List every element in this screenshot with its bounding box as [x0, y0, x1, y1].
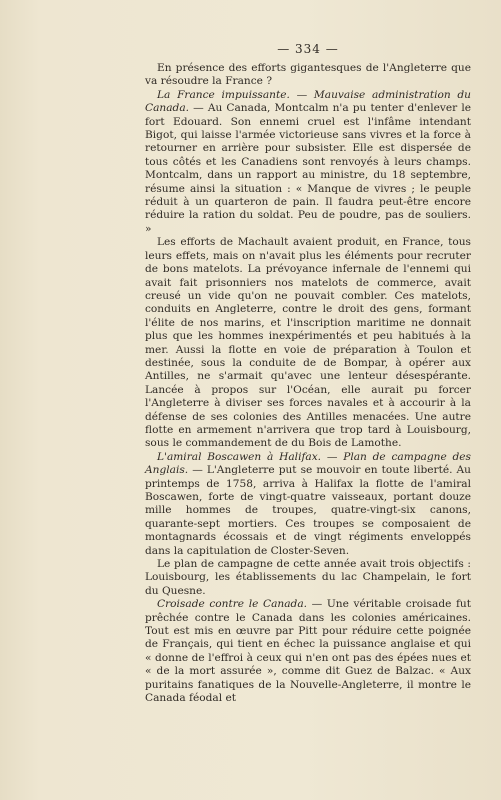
paragraph [145, 598, 471, 705]
paragraph-body: Les efforts de Machault avaient produit, en France, tous leurs effets, mais on n'avait plus les éléments pour recruter de bons matelots. La prévoyance infernale de l'ennemi qui avait fait prisonniers nos matelots de commerce, avait creusé un vide qu'on ne pouvait combler. Ces matelots, conduits en Angleterre, contre le droit des gens, formant l'élite de nos marins, et l'inscription maritime ne donnait plus que les hommes inexpérimentés et peu habitués à la mer. Aussi la flotte en voie de préparation à Toulon et destinée, sous la conduite de de Bompar, à opérer aux Antilles, ne s'armait qu'avec une lenteur désespérante. Lancée à propos sur l'Océan, elle aurait pu forcer l'Angleterre à diviser ses forces navales et à accourir à la défense de ses colonies des Antilles menacées. Une autre flotte en armement n'arrivera que trop tard à Louisbourg, sous le commandement de du Bois de Lamothe. [145, 236, 471, 450]
paragraph [145, 62, 471, 89]
paragraph [145, 236, 471, 451]
paragraph-body: — Une véritable croisade fut prêchée contre le Canada dans les colonies américaines. Tout est mis en œuvre par Pitt pour réduire cette poignée de Français, qui tient en échec la puissance anglaise et qui « donne de l'effroi à ceux qui n'en ont pas des épées nues et « de la mort assurée », comme dit Guez de Balzac. « Aux puritains fanatiques de la Nouvelle-Angleterre, il montre le Canada féodal et [145, 598, 471, 705]
paragraph-body: Le plan de campagne de cette année avait trois objectifs : Louisbourg, les établissements du lac Champelain, le fort du Quesne. [145, 558, 471, 597]
paragraph [145, 558, 471, 598]
paragraph-body: — Au Canada, Montcalm n'a pu tenter d'enlever le fort Edouard. Son ennemi cruel est l'infâme intendant Bigot, qui laisse l'armée victorieuse sans vivres et la force à retourner en arrière pour subsister. Elle est dispersée de tous côtés et les Canadiens sont renvoyés à leurs champs. Montcalm, dans un rapport au ministre, du 18 septembre, résume ainsi la situation : « Manque de vivres ; le peuple réduit à un quarteron de pain. Il faudra peut-être encore réduire la ration du soldat. Peu de poudre, pas de souliers. » [145, 102, 471, 235]
paragraph-body: En présence des efforts gigantesques de l'Angleterre que va résoudre la France ? [145, 62, 471, 88]
paragraph-heading: Croisade contre le Canada. [157, 598, 307, 611]
paragraph [145, 89, 471, 236]
page-text [145, 62, 471, 706]
paragraph-heading: La France impuissante. — Mauvaise administration du Canada. [145, 88, 471, 115]
paragraph-heading: L'amiral Boscawen à Halifax. — Plan de campagne des Anglais. [145, 450, 471, 477]
paragraph [145, 451, 471, 558]
page-number: — 334 — [277, 42, 339, 56]
paragraph-body: — L'Angleterre put se mouvoir en toute liberté. Au printemps de 1758, arriva à Halifax la flotte de l'amiral Boscawen, forte de vingt-quatre vaisseaux, portant douze mille hommes de troupes, quatre-vingt-six canons, quarante-sept mortiers. Ces troupes se composaient de montagnards écossais et de vingt régiments enveloppés dans la capitulation de Closter-Seven. [145, 464, 471, 557]
